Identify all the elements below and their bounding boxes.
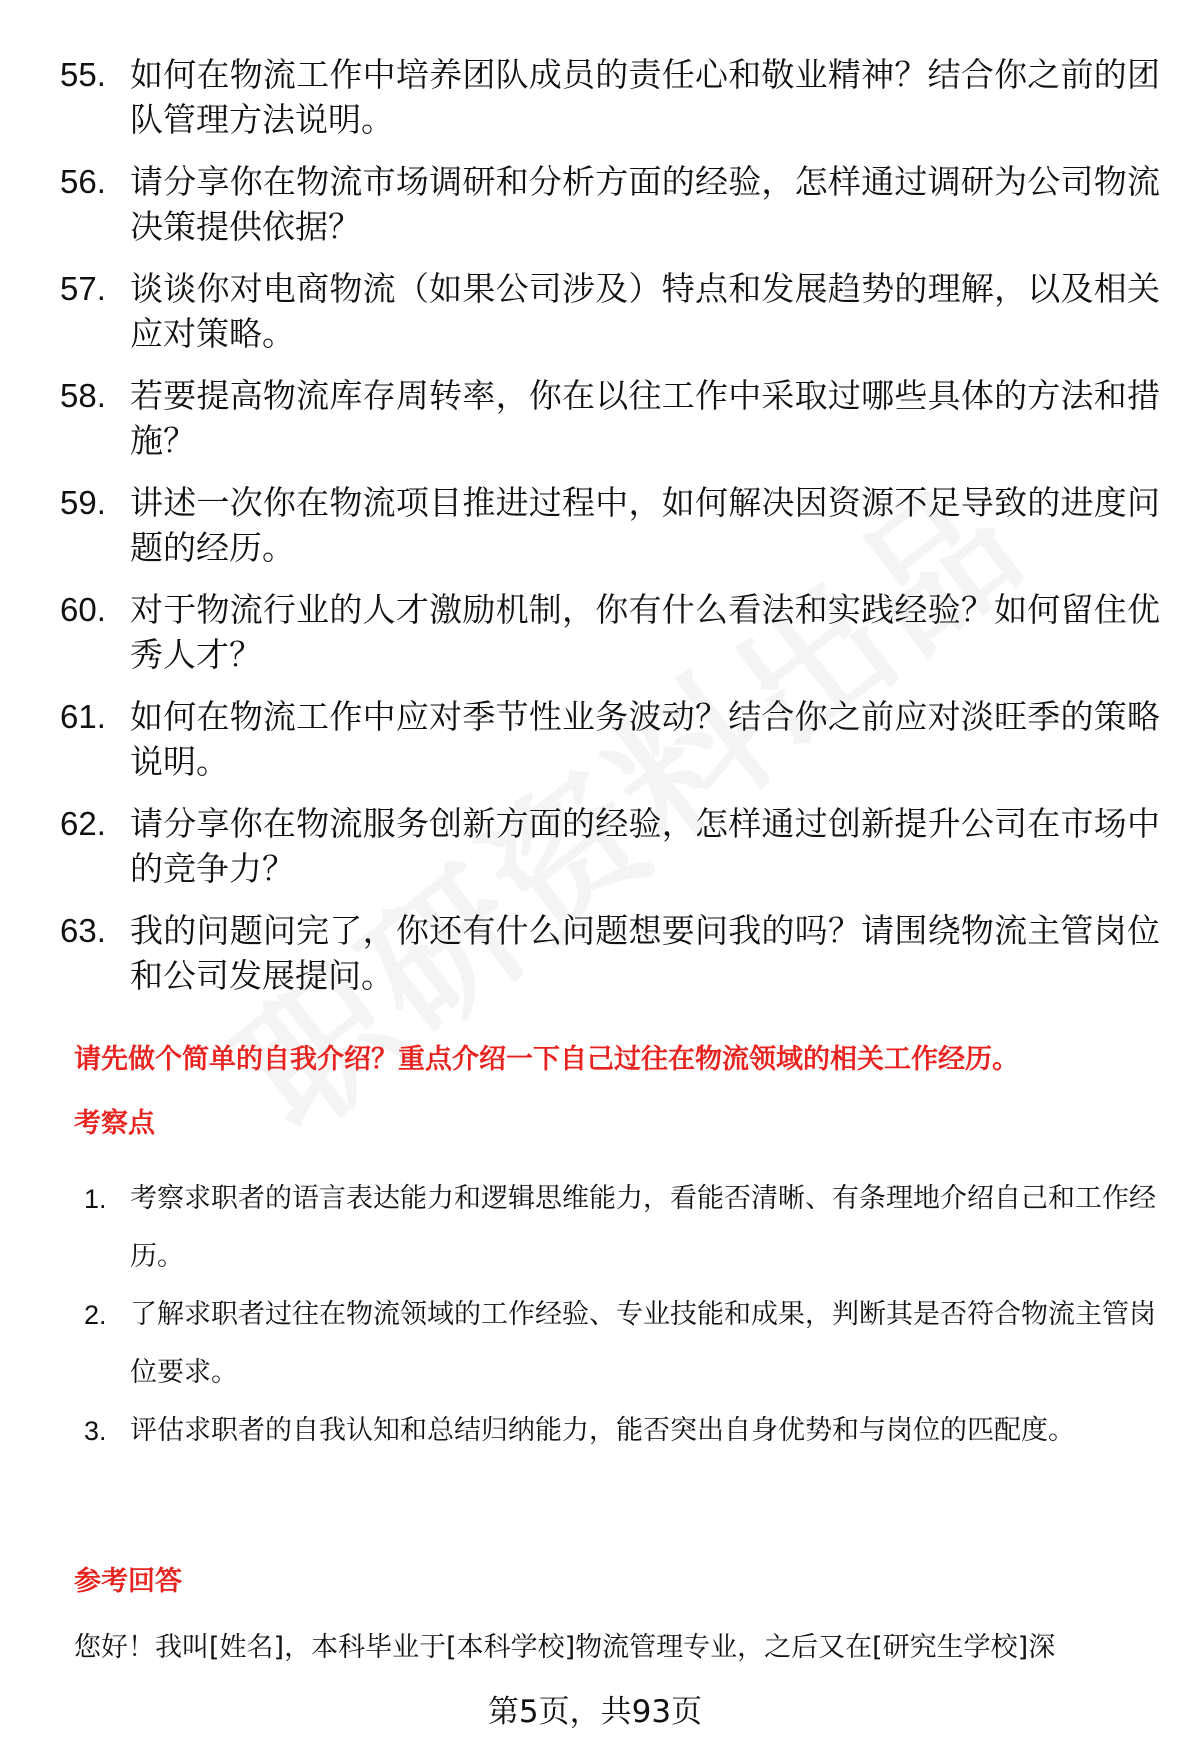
- question-item: [60, 52, 1160, 142]
- question-item: [60, 266, 1160, 356]
- page-footer: 第5页，共93页: [487, 1694, 703, 1730]
- point-number: 1.: [84, 1184, 107, 1214]
- point-text: 评估求职者的自我认知和总结归纳能力，能否突出自身优势和与岗位的匹配度。: [130, 1415, 1075, 1446]
- kaocha-label: 考察点: [74, 1108, 155, 1139]
- question-number: 57.: [60, 270, 106, 307]
- points-list: [84, 1170, 1164, 1460]
- question-number: 55.: [60, 56, 106, 93]
- point-number: 2.: [84, 1300, 107, 1330]
- question-item: [60, 801, 1160, 891]
- point-item: [84, 1286, 1164, 1402]
- section-title: 请先做个简单的自我介绍？重点介绍一下自己过往在物流领域的相关工作经历。: [74, 1044, 1019, 1075]
- point-number: 3.: [84, 1416, 107, 1446]
- cankao-label: 参考回答: [74, 1566, 182, 1597]
- question-number: 63.: [60, 912, 106, 949]
- question-list: [60, 52, 1160, 1015]
- question-number: 60.: [60, 591, 106, 628]
- question-text: 若要提高物流库存周转率，你在以往工作中采取过哪些具体的方法和措施？: [130, 376, 1160, 460]
- question-text: 请分享你在物流市场调研和分析方面的经验，怎样通过调研为公司物流决策提供依据？: [130, 162, 1160, 246]
- question-text: 讲述一次你在物流项目推进过程中，如何解决因资源不足导致的进度问题的经历。: [130, 483, 1160, 567]
- question-item: [60, 159, 1160, 249]
- question-text: 如何在物流工作中培养团队成员的责任心和敬业精神？结合你之前的团队管理方法说明。: [130, 55, 1160, 139]
- answer-text: 您好！我叫[姓名]，本科毕业于[本科学校]物流管理专业，之后又在[研究生学校]深: [74, 1632, 1056, 1663]
- question-number: 61.: [60, 698, 106, 735]
- question-item: [60, 373, 1160, 463]
- point-text: 考察求职者的语言表达能力和逻辑思维能力，看能否清晰、有条理地介绍自己和工作经历。: [130, 1183, 1156, 1272]
- question-item: [60, 694, 1160, 784]
- question-text: 我的问题问完了，你还有什么问题想要问我的吗？请围绕物流主管岗位和公司发展提问。: [130, 911, 1160, 995]
- question-number: 56.: [60, 163, 106, 200]
- question-text: 谈谈你对电商物流（如果公司涉及）特点和发展趋势的理解，以及相关应对策略。: [130, 269, 1160, 353]
- question-text: 对于物流行业的人才激励机制，你有什么看法和实践经验？如何留住优秀人才？: [130, 590, 1160, 674]
- question-item: [60, 908, 1160, 998]
- question-text: 如何在物流工作中应对季节性业务波动？结合你之前应对淡旺季的策略说明。: [130, 697, 1160, 781]
- question-item: [60, 587, 1160, 677]
- point-text: 了解求职者过往在物流领域的工作经验、专业技能和成果，判断其是否符合物流主管岗位要求。: [130, 1299, 1156, 1388]
- question-item: [60, 480, 1160, 570]
- question-number: 59.: [60, 484, 106, 521]
- question-number: 62.: [60, 805, 106, 842]
- question-number: 58.: [60, 377, 106, 414]
- point-item: [84, 1170, 1164, 1286]
- question-text: 请分享你在物流服务创新方面的经验，怎样通过创新提升公司在市场中的竞争力？: [130, 804, 1160, 888]
- point-item: [84, 1402, 1164, 1460]
